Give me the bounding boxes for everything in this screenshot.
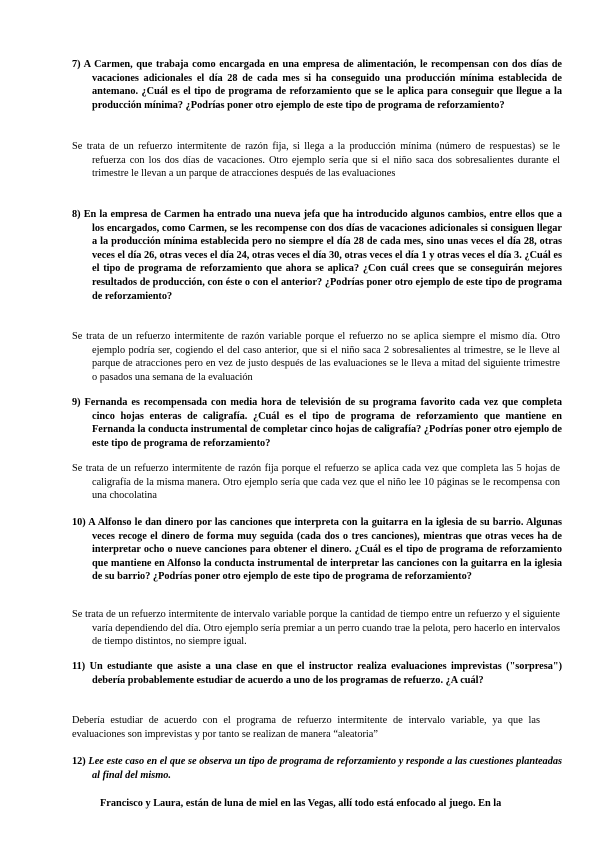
case-paragraph: Francisco y Laura, están de luna de miel en las Vegas, allí todo está enfocado al juego. En la (100, 798, 502, 809)
question-text: En la empresa de Carmen ha entrado una nueva jefa que ha introducido algunos cambios, entre ellos que a los encargados, como Carmen, se les recompense con dos días de vacaciones adicionales si consiguen llegar a la producción mínima establecida pero no siempre el día 28 de cada mes, sino unas veces el día 28, otras veces el día 26, otras veces el día 24, otras veces el día 30, otras veces el día 1 y otras veces el día 3. ¿Cuál es el tipo de programa de reforzamiento que ahora se aplica? ¿Con cuál crees que se conseguirán mejores resultados de producción, con éste o con el anterior? ¿Podrías poner otro ejemplo de este tipo de programa de reforzamiento? (83, 209, 562, 302)
question-number: 9) (72, 397, 81, 408)
question-7 (72, 58, 562, 112)
question-11 (72, 660, 562, 687)
question-12 (72, 755, 562, 782)
question-number: 7) (72, 59, 81, 70)
question-number: 12) (72, 756, 86, 767)
question-8 (72, 208, 562, 303)
question-text: Un estudiante que asiste a una clase en que el instructor realiza evaluaciones imprevistas ("sorpresa") debería probablemente estudiar de acuerdo a uno de los programas de refuerzo. ¿A cuál? (89, 661, 562, 686)
question-number: 10) (72, 517, 86, 528)
answer-10: Se trata de un refuerzo intermitente de intervalo variable porque la cantidad de tiempo entre un refuerzo y el siguiente varía dependiendo del día. Otro ejemplo sería premiar a un perro cuando trae la pelota, pero hacerlo en intervalos de tiempo distintos, no siempre igual. (72, 609, 560, 648)
question-text: A Alfonso le dan dinero por las canciones que interpreta con la guitarra en la iglesia de su barrio. Algunas veces recoge el dinero de forma muy seguida (cada dos o tres canciones), mientras que otras veces ha de interpretar ocho o nueve canciones para obtener el dinero. ¿Cuál es el tipo de programa de reforzamiento que mantiene en Alfonso la conducta instrumental de interpretar las canciones con la guitarra en la iglesia de su barrio? ¿Podrías poner otro ejemplo de este tipo de programa de reforzamiento? (88, 517, 562, 583)
question-10 (72, 516, 562, 584)
question-9 (72, 396, 562, 450)
question-text: Fernanda es recompensada con media hora de televisión de su programa favorito cada vez que completa cinco hojas enteras de caligrafía. ¿Cuál es el tipo de programa de reforzamiento que mantiene en Fernanda la conducta instrumental de completar cinco hojas de caligrafía? ¿Podrías poner otro ejemplo de este tipo de programa de reforzamiento? (84, 397, 563, 449)
answer-9: Se trata de un refuerzo intermitente de razón fija porque el refuerzo se aplica cada vez que completa las 5 hojas de caligrafía de la misma manera. Otro ejemplo sería que cada vez que el niño lee 10 páginas se le recompensa con una chocolatina (72, 463, 560, 502)
answer-8: Se trata de un refuerzo intermitente de razón variable porque el refuerzo no se aplica siempre el mismo día. Otro ejemplo podría ser, cogiendo el del caso anterior, que si el niño saca 2 sobresalientes al trimestre, se le lleve al parque de atracciones pero en vez de justo después de las evaluaciones se le lleva a mitad del siguiente trimestre o pasados una semana de la evaluación (72, 331, 560, 383)
question-text: A Carmen, que trabaja como encargada en una empresa de alimentación, le recompensan con dos días de vacaciones adicionales el día 28 de cada mes si ha conseguido una producción mínima establecida de antemano. ¿Cuál es el tipo de programa de reforzamiento que se le aplica para conseguir que llegue a la producción mínima? ¿Podrías poner otro ejemplo de este tipo de programa de reforzamiento? (83, 59, 562, 111)
answer-11: Debería estudiar de acuerdo con el programa de refuerzo intermitente de intervalo variable, ya que las evaluaciones son imprevistas y por tanto se realizan de manera “aleatoria” (72, 715, 540, 740)
question-text: Lee este caso en el que se observa un tipo de programa de reforzamiento y responde a las cuestiones planteadas al final del mismo. (88, 756, 563, 781)
answer-7: Se trata de un refuerzo intermitente de razón fija, si llega a la producción mínima (número de respuestas) se le refuerza con los dos días de vacaciones. Otro ejemplo sería que si el niño saca dos sobresalientes durante el trimestre le llevan a un parque de atracciones después de las evaluaciones (72, 141, 560, 180)
question-number: 11) (72, 661, 86, 672)
question-number: 8) (72, 209, 81, 220)
